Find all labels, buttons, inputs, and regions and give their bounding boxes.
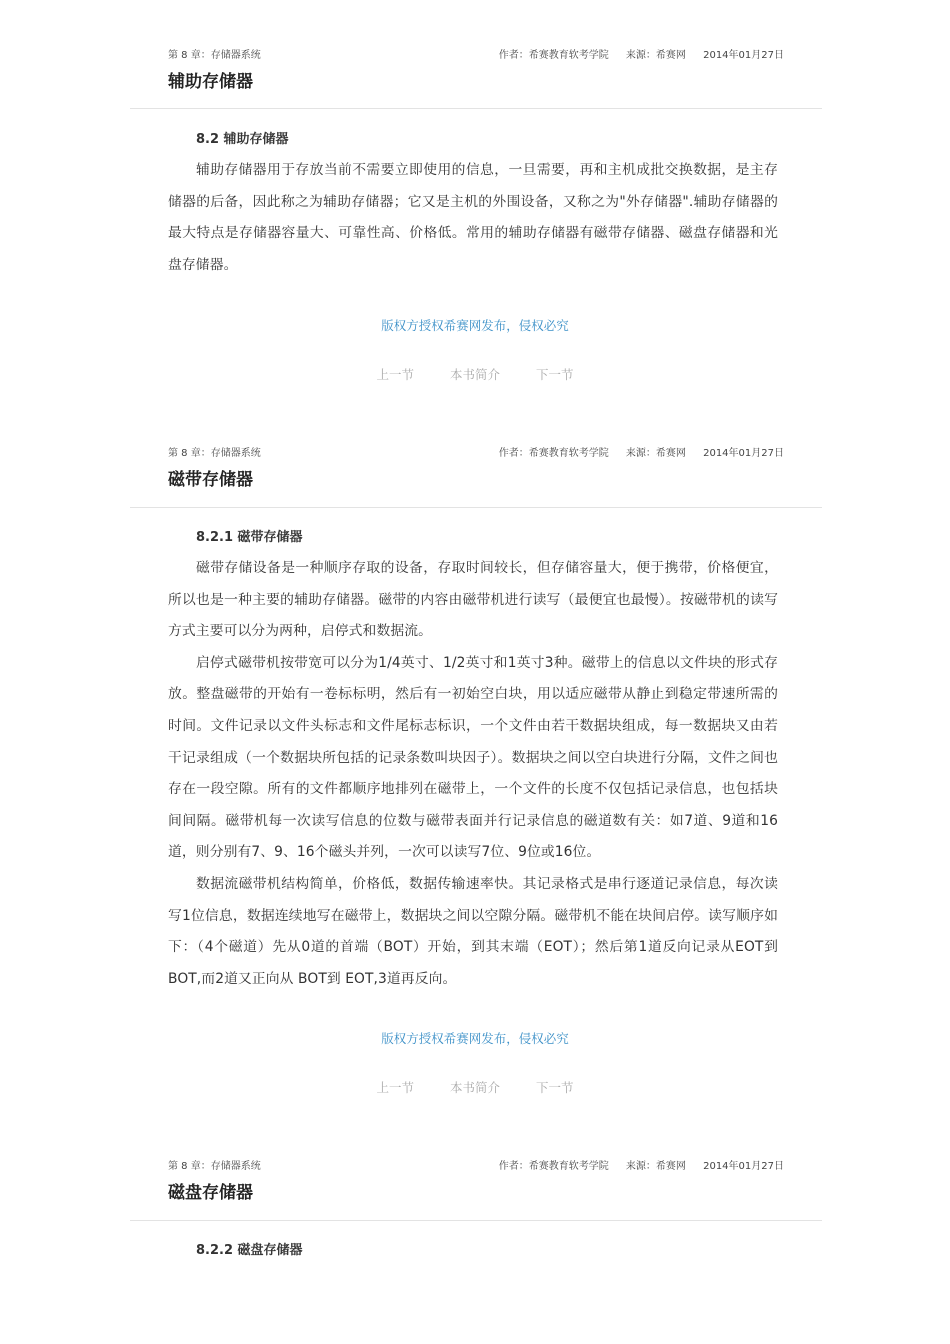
chapter-label: 第 8 章：存储器系统 [168,50,261,61]
section-heading: 8.2 辅助存储器 [196,132,289,147]
article-info [485,1157,784,1172]
article-body [168,1241,778,1261]
article-body [168,130,778,281]
title-divider [130,507,822,508]
date-label: 2014年01月27日 [703,1161,784,1172]
body-paragraph: 磁带存储设备是一种顺序存取的设备，存取时间较长，但存储容量大，便于携带，价格便宜，所以也是一种主要的辅助存储器。磁带的内容由磁带机进行读写（最便宜也最慢）。按磁带机的读写方式主要可以分为两种，启停式和数据流。 [168,560,778,640]
author-label: 作者：希赛教育软考学院 [498,50,609,61]
book-intro-link[interactable]: 本书简介 [449,1080,500,1095]
source-label: 来源：希赛网 [625,448,686,459]
source-label: 来源：希赛网 [625,50,686,61]
section-pager [0,1079,950,1097]
author-label: 作者：希赛教育软考学院 [498,448,609,459]
section-meta [168,46,784,62]
body-paragraph: 辅助存储器用于存放当前不需要立即使用的信息，一旦需要，再和主机成批交换数据，是主存储器的后备，因此称之为辅助存储器；它又是主机的外围设备，又称之为"外存储器".辅助存储器的最大特点是存储器容量大、可靠性高、价格低。常用的辅助存储器有磁带存储器、磁盘存储器和光盘存储器。 [168,162,778,273]
copyright-notice: 版权方授权希赛网发布，侵权必究 [381,1031,569,1046]
page-title: 辅助存储器 [168,72,253,92]
title-divider [130,108,822,109]
article-info [485,46,784,61]
title-divider [130,1220,822,1221]
article-body [168,528,778,995]
source-label: 来源：希赛网 [625,1161,686,1172]
book-intro-link[interactable]: 本书简介 [449,367,500,382]
copyright-notice: 版权方授权希赛网发布，侵权必究 [381,318,569,333]
author-label: 作者：希赛教育软考学院 [498,1161,609,1172]
section-heading: 8.2.1 磁带存储器 [196,530,303,545]
chapter-label: 第 8 章：存储器系统 [168,448,261,459]
prev-section-link[interactable]: 上一节 [376,1080,414,1095]
date-label: 2014年01月27日 [703,50,784,61]
page-title: 磁带存储器 [168,470,253,490]
section-meta [168,444,784,460]
section-heading: 8.2.2 磁盘存储器 [196,1243,303,1258]
next-section-link[interactable]: 下一节 [535,367,574,382]
chapter-label: 第 8 章：存储器系统 [168,1161,261,1172]
section-meta [168,1157,784,1173]
date-label: 2014年01月27日 [703,448,784,459]
next-section-link[interactable]: 下一节 [535,1080,574,1095]
page-title: 磁盘存储器 [168,1183,253,1203]
body-paragraph: 数据流磁带机结构简单，价格低，数据传输速率快。其记录格式是串行逐道记录信息，每次读写1位信息，数据连续地写在磁带上，数据块之间以空隙分隔。磁带机不能在块间启停。读写顺序如下：（4个磁道）先从0道的首端（BOT）开始，到其末端（EOT）；然后第1道反向记录从EOT到BOT,而2道又正向从 BOT到 EOT,3道再反向。 [168,875,778,987]
prev-section-link[interactable]: 上一节 [376,367,414,382]
body-paragraph: 启停式磁带机按带宽可以分为1/4英寸、1/2英寸和1英寸3种。磁带上的信息以文件块的形式存放。整盘磁带的开始有一卷标标明，然后有一初始空白块，用以适应磁带从静止到稳定带速所需的时间。文件记录以文件头标志和文件尾标志标识，一个文件由若干数据块组成，每一数据块又由若干记录组成（一个数据块所包括的记录条数叫块因子）。数据块之间以空白块进行分隔，文件之间也存在一段空隙。所有的文件都顺序地排列在磁带上，一个文件的长度不仅包括记录信息，也包括块间间隔。磁带机每一次读写信息的位数与磁带表面并行记录信息的磁道数有关：如7道、9道和16道，则分别有7、9、16个磁头并列，一次可以读写7位、9位或16位。 [168,654,778,861]
section-pager [0,366,950,384]
article-info [485,444,784,459]
